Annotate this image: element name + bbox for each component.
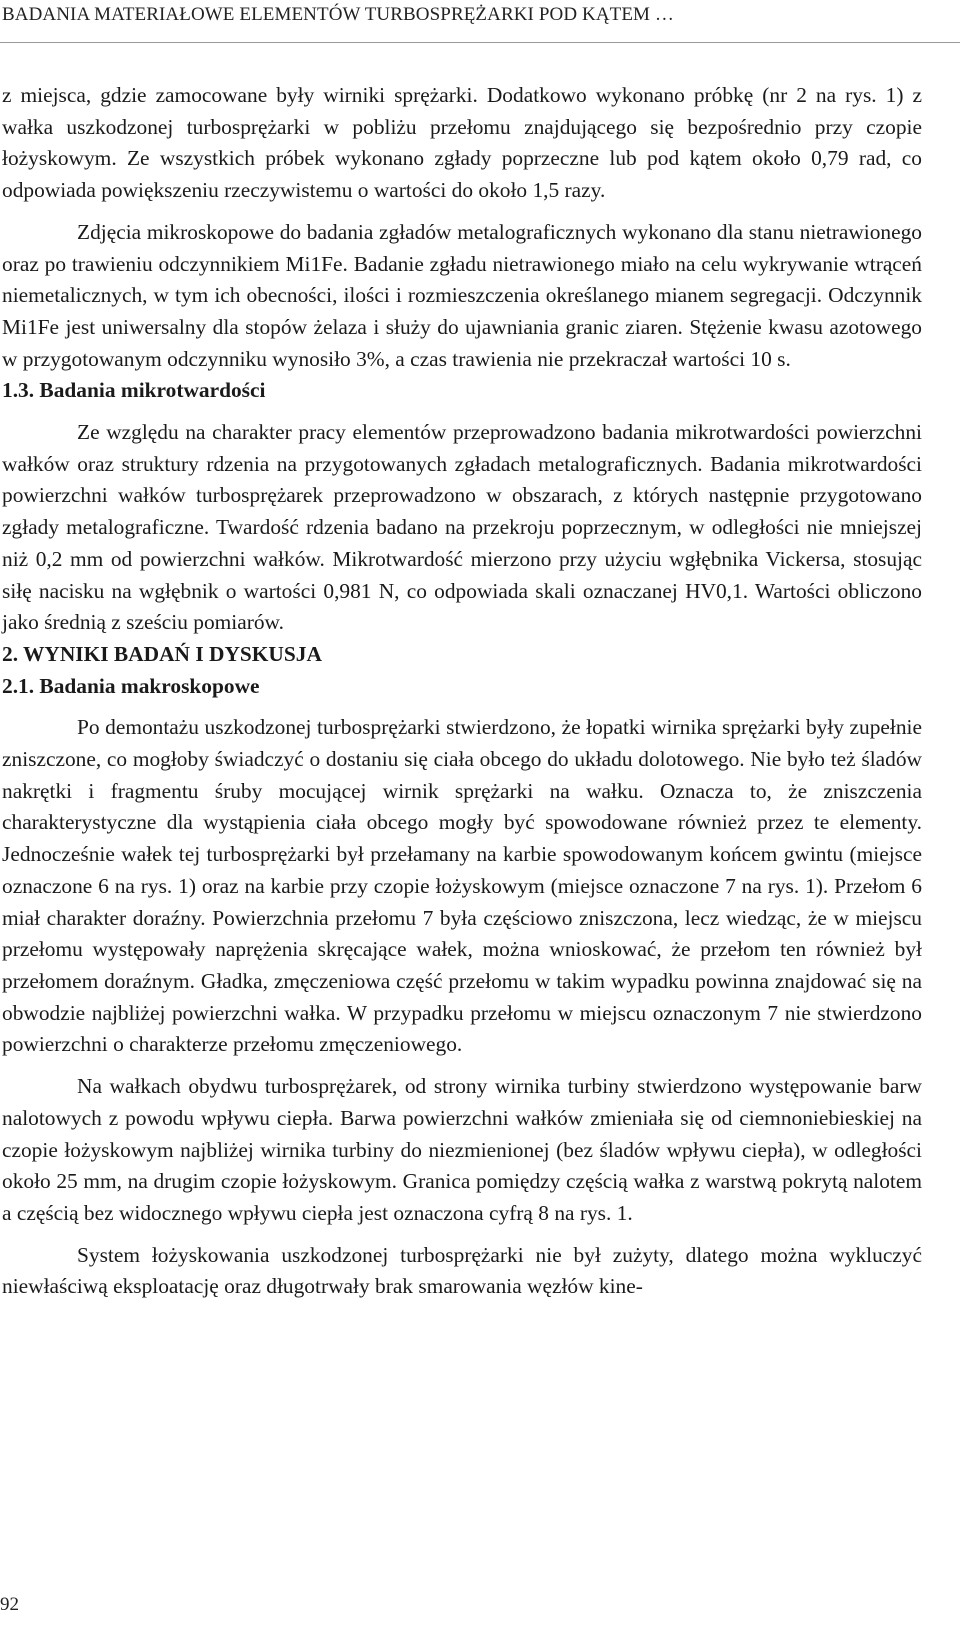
paragraph-microhardness: Ze względu na charakter pracy elementów przeprowadzono badania mikrotwardości powierzchni wałków oraz struktury rdzenia na przygotowanych zgładach metalograficznych. Badania mikrotwardości powierzchni wałków turbosprężarek przeprowadzono w obszarach, z których następnie przygotowano zgłady metalograficzne. Twardość rdzenia badano na przekroju poprzecznym, w odległości nie mniejszej niż 0,2 mm od powierzchni wałków. Mikrotwardość mierzono przy użyciu wgłębnika Vickersa, stosując siłę nacisku na wgłębnik o wartości 0,981 N, co odpowiada skali oznaczanej HV0,1. Wartości obliczono jako średnią z sześciu pomiarów. (2, 420, 922, 635)
page-content (2, 80, 922, 1303)
paragraph-samples: z miejsca, gdzie zamocowane były wirniki sprężarki. Dodatkowo wykonano próbkę (nr 2 na rys. 1) z wałka uszkodzonej turbosprężarki w pobliżu przełomu znajdującego się bezpośrednio przy czopie łożyskowym. Ze wszystkich próbek wykonano zgłady poprzeczne lub pod kątem około 0,79 rad, co odpowiada powiększeniu rzeczywistemu o wartości do około 1,5 razy. (2, 83, 922, 203)
section-heading-results: 2. WYNIKI BADAŃ I DYSKUSJA (2, 641, 322, 666)
paragraph-bearing-system: System łożyskowania uszkodzonej turbosprężarki nie był zużyty, dlatego można wykluczyć niewłaściwą eksploatację oraz długotrwały brak smarowania węzłów kine- (2, 1242, 922, 1299)
paragraph-macroscopic-findings: Po demontażu uszkodzonej turbosprężarki stwierdzono, że łopatki wirnika sprężarki były zupełnie zniszczone, co mogłoby świadczyć o dostaniu się ciała obcego do układu dolotowego. Nie było też śladów nakrętki i fragmentu śruby mocującej wirnik sprężarki na wałku. Oznacza to, że zniszczenia charakterystyczne dla wystąpienia ciała obcego mogły być spowodowane również przez te elementy. Jednocześnie wałek tej turbosprężarki był przełamany na karbie spowodowanym końcem gwintu (miejsce oznaczone 6 na rys. 1) oraz na karbie przy czopie łożyskowym (miejsce oznaczone 7 na rys. 1). Przełom 6 miał charakter doraźny. Powierzchnia przełomu 7 była częściowo zniszczona, lecz wiedząc, że w miejscu przełomu występowały naprężenia skręcające wałek, można wnioskować, że przełom ten również był przełomem doraźnym. Gładka, zmęczeniowa część przełomu w takim wypadku powinna znajdować się na obwodzie najbliżej powierzchni wałka. W przypadku przełomu w miejscu oznaczonym 7 nie stwierdzono powierzchni o charakterze przełomu zmęczeniowego. (2, 715, 922, 1057)
paragraph-microscopy: Zdjęcia mikroskopowe do badania zgładów metalograficznych wykonano dla stanu nietrawionego oraz po trawieniu odczynnikiem Mi1Fe. Badanie zgładu nietrawionego miało na celu wykrywanie wtrąceń niemetalicznych, w tym ich obecności, ilości i rozmieszczenia określanego mianem segregacji. Odczynnik Mi1Fe jest uniwersalny dla stopów żelaza i służy do ujawniania granic ziaren. Stężenie kwasu azotowego w przygotowanym odczynniku wynosiło 3%, a czas trawienia nie przekraczał wartości 10 s. (2, 219, 922, 371)
header-divider (0, 42, 960, 43)
paragraph-temper-colors: Na wałkach obydwu turbosprężarek, od strony wirnika turbiny stwierdzono występowanie barw nalotowych z powodu wpływu ciepła. Barwa powierzchni wałków zmieniała się od ciemnoniebieskiej na czopie łożyskowym najbliżej wirnika turbiny do niezmienionej (bez śladów wpływu ciepła), w odległości około 25 mm, na drugim czopie łożyskowym. Granica pomiędzy częścią wałka z warstwą pokrytą nalotem a częścią bez widocznego wpływu ciepła jest oznaczona cyfrą 8 na rys. 1. (2, 1074, 922, 1225)
running-header: BADANIA MATERIAŁOWE ELEMENTÓW TURBOSPRĘŻARKI POD KĄTEM … (2, 4, 674, 25)
section-heading-macroscopic: 2.1. Badania makroskopowe (2, 673, 260, 698)
page-number: 92 (0, 1594, 19, 1615)
section-heading-microhardness: 1.3. Badania mikrotwardości (2, 378, 266, 403)
